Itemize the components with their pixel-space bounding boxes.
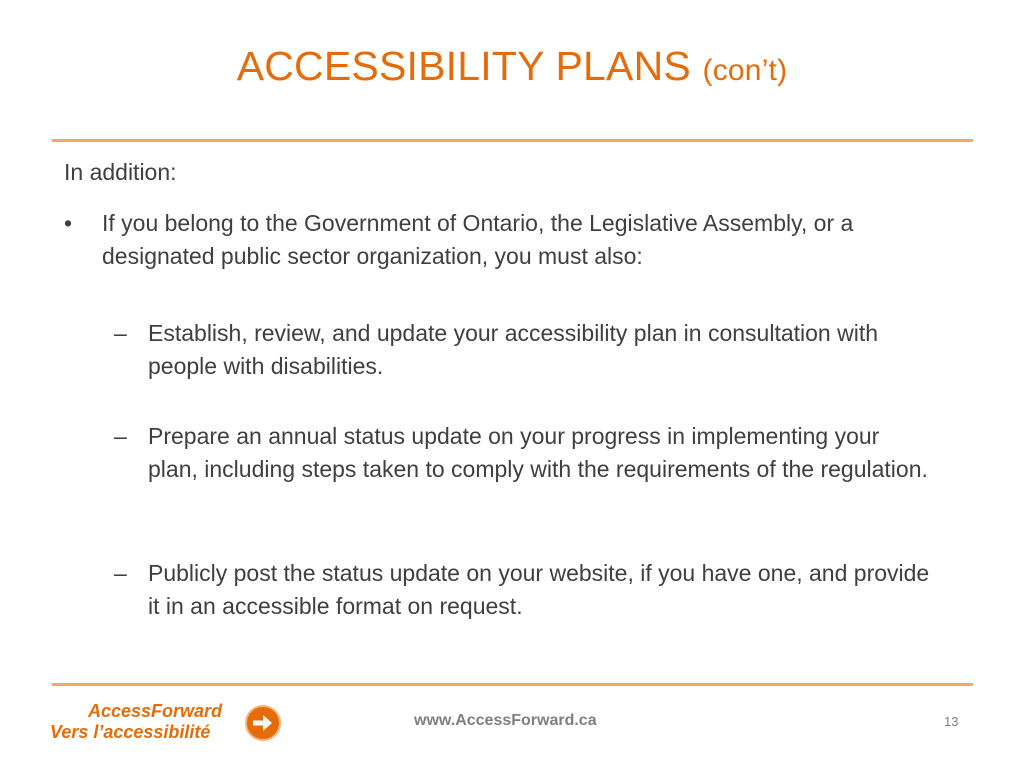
bullet-item xyxy=(64,207,964,273)
sub-bullet-text: Publicly post the status update on your website, if you have one, and provide it in an accessible format on request. xyxy=(148,560,930,619)
sub-bullet-item xyxy=(114,317,934,383)
bullet-mark: • xyxy=(64,210,73,236)
title-main: ACCESSIBILITY PLANS xyxy=(236,43,691,89)
sub-bullet-text: Prepare an annual status update on your progress in implementing your plan, including steps taken to comply with the requirements of the regulation. xyxy=(148,423,928,482)
intro-text: In addition: xyxy=(64,159,177,185)
bullet-text: If you belong to the Government of Ontario, the Legislative Assembly, or a designated public sector organization, you must also: xyxy=(102,210,854,269)
dash-mark: – xyxy=(114,423,127,449)
page-number: 13 xyxy=(944,714,959,729)
top-divider xyxy=(52,139,973,142)
arrow-right-circle-icon xyxy=(244,704,282,742)
title-sub: (con’t) xyxy=(702,54,788,87)
sub-bullet-item xyxy=(114,420,934,486)
dash-mark: – xyxy=(114,320,127,346)
accessforward-logo xyxy=(48,700,288,748)
dash-mark: – xyxy=(114,560,127,586)
logo-line1: AccessForward xyxy=(88,701,223,721)
bottom-divider xyxy=(52,683,973,686)
sub-bullet-text: Establish, review, and update your accessibility plan in consultation with people with disabilities. xyxy=(148,320,879,379)
slide-title xyxy=(0,40,1024,97)
sub-bullet-item xyxy=(114,557,934,623)
logo-line2: Vers l’accessibilité xyxy=(50,722,211,742)
footer-url[interactable]: www.AccessForward.ca xyxy=(414,712,597,729)
